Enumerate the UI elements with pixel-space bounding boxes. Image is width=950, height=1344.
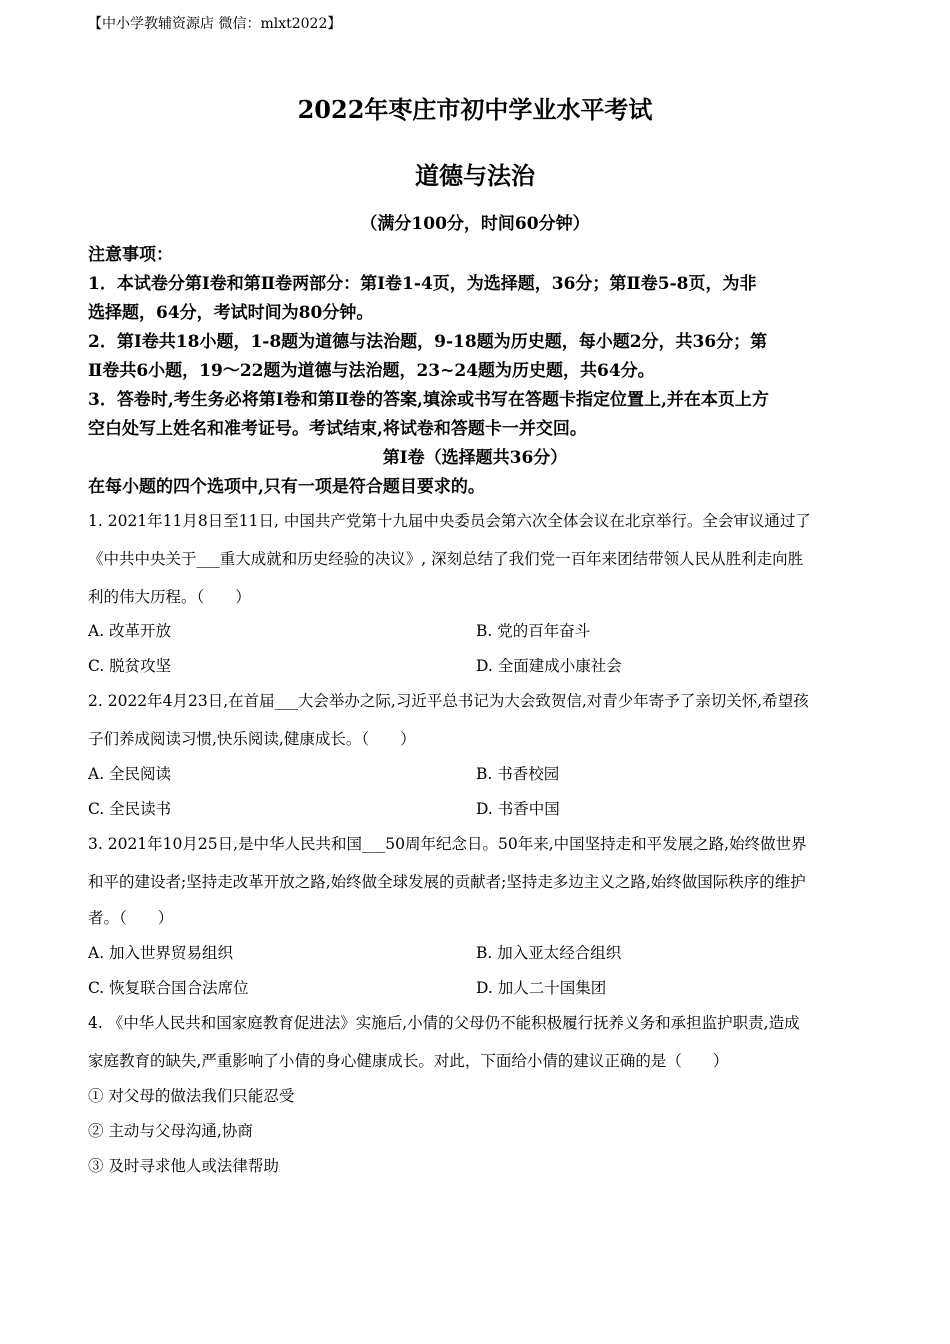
section-instruction: 在每小题的四个选项中,只有一项是符合题目要求的。 <box>88 477 485 497</box>
question-4-item: ② 主动与父母沟通,协商 <box>88 1122 253 1140</box>
question-1-line: 1. 2021年11月8日至11日, 中国共产党第十九届中央委员会第六次全体会议在北京举行。全会审议通过了 <box>88 512 811 530</box>
question-3-line: 和平的建设者;坚持走改革开放之路,始终做全球发展的贡献者;坚持走多边主义之路,始终做国际秩序的维护 <box>88 873 806 891</box>
notes-line: 1．本试卷分第Ⅰ卷和第Ⅱ卷两部分：第Ⅰ卷1-4页，为选择题，36分；第Ⅱ卷5-8页，为非 <box>88 274 757 294</box>
question-3-line: 3. 2021年10月25日,是中华人民共和国___50周年纪念日。50年来,中国坚持走和平发展之路,始终做世界 <box>88 835 807 853</box>
question-2-line: 子们养成阅读习惯,快乐阅读,健康成长。（ ） <box>88 730 416 748</box>
question-1-line: 利的伟大历程。（ ） <box>88 588 251 606</box>
question-3-line: 者。（ ） <box>88 909 174 927</box>
question-1-line: 《中共中央关于___重大成就和历史经验的决议》, 深刻总结了我们党一百年来团结带领人民从胜利走向胜 <box>88 550 804 568</box>
question-1-option-a: A. 改革开放 <box>88 622 172 640</box>
notes-heading: 注意事项： <box>88 245 173 265</box>
question-4-item: ③ 及时寻求他人或法律帮助 <box>88 1157 279 1175</box>
question-3-option-d: D. 加人二十国集团 <box>476 979 607 997</box>
watermark-text: 【中小学教辅资源店 微信：mlxt2022】 <box>88 16 342 32</box>
question-3-option-a: A. 加入世界贸易组织 <box>88 944 234 962</box>
question-2-option-a: A. 全民阅读 <box>88 765 172 783</box>
question-1-option-c: C. 脱贫攻坚 <box>88 657 172 675</box>
question-4-line: 家庭教育的缺失,严重影响了小倩的身心健康成长。对此，下面给小倩的建议正确的是（ ） <box>88 1052 729 1070</box>
notes-line: 选择题，64分，考试时间为80分钟。 <box>88 303 374 323</box>
question-1-option-d: D. 全面建成小康社会 <box>476 657 622 675</box>
question-4-item: ① 对父母的做法我们只能忍受 <box>88 1087 295 1105</box>
notes-line: 空白处写上姓名和准考证号。考试结束,将试卷和答题卡一并交回。 <box>88 419 587 439</box>
notes-line: 2．第Ⅰ卷共18小题，1-8题为道德与法治题，9-18题为历史题，每小题2分，共36分；第 <box>88 332 768 352</box>
question-1-option-b: B. 党的百年奋斗 <box>476 622 591 640</box>
question-2-line: 2. 2022年4月23日,在首届___大会举办之际,习近平总书记为大会致贺信,对青少年寄予了亲切关怀,希望孩 <box>88 692 809 710</box>
subject-title: 道德与法治 <box>415 161 535 190</box>
question-2-option-c: C. 全民读书 <box>88 800 172 818</box>
question-3-option-c: C. 恢复联合国合法席位 <box>88 979 249 997</box>
notes-line: Ⅱ卷共6小题，19～22题为道德与法治题，23~24题为历史题，共64分。 <box>88 361 655 381</box>
score-time-line: （满分100分，时间60分钟） <box>360 214 590 234</box>
exam-title: 2022年枣庄市初中学业水平考试 <box>297 95 653 124</box>
question-4-line: 4. 《中华人民共和国家庭教育促进法》实施后,小倩的父母仍不能积极履行抚养义务和承担监护职责,造成 <box>88 1014 800 1032</box>
question-2-option-d: D. 书香中国 <box>476 800 560 818</box>
section-title: 第Ⅰ卷（选择题共36分） <box>382 448 568 468</box>
question-3-option-b: B. 加入亚太经合组织 <box>476 944 622 962</box>
notes-line: 3．答卷时,考生务必将第Ⅰ卷和第Ⅱ卷的答案,填涂或书写在答题卡指定位置上,并在本页上方 <box>88 390 769 410</box>
question-2-option-b: B. 书香校园 <box>476 765 560 783</box>
